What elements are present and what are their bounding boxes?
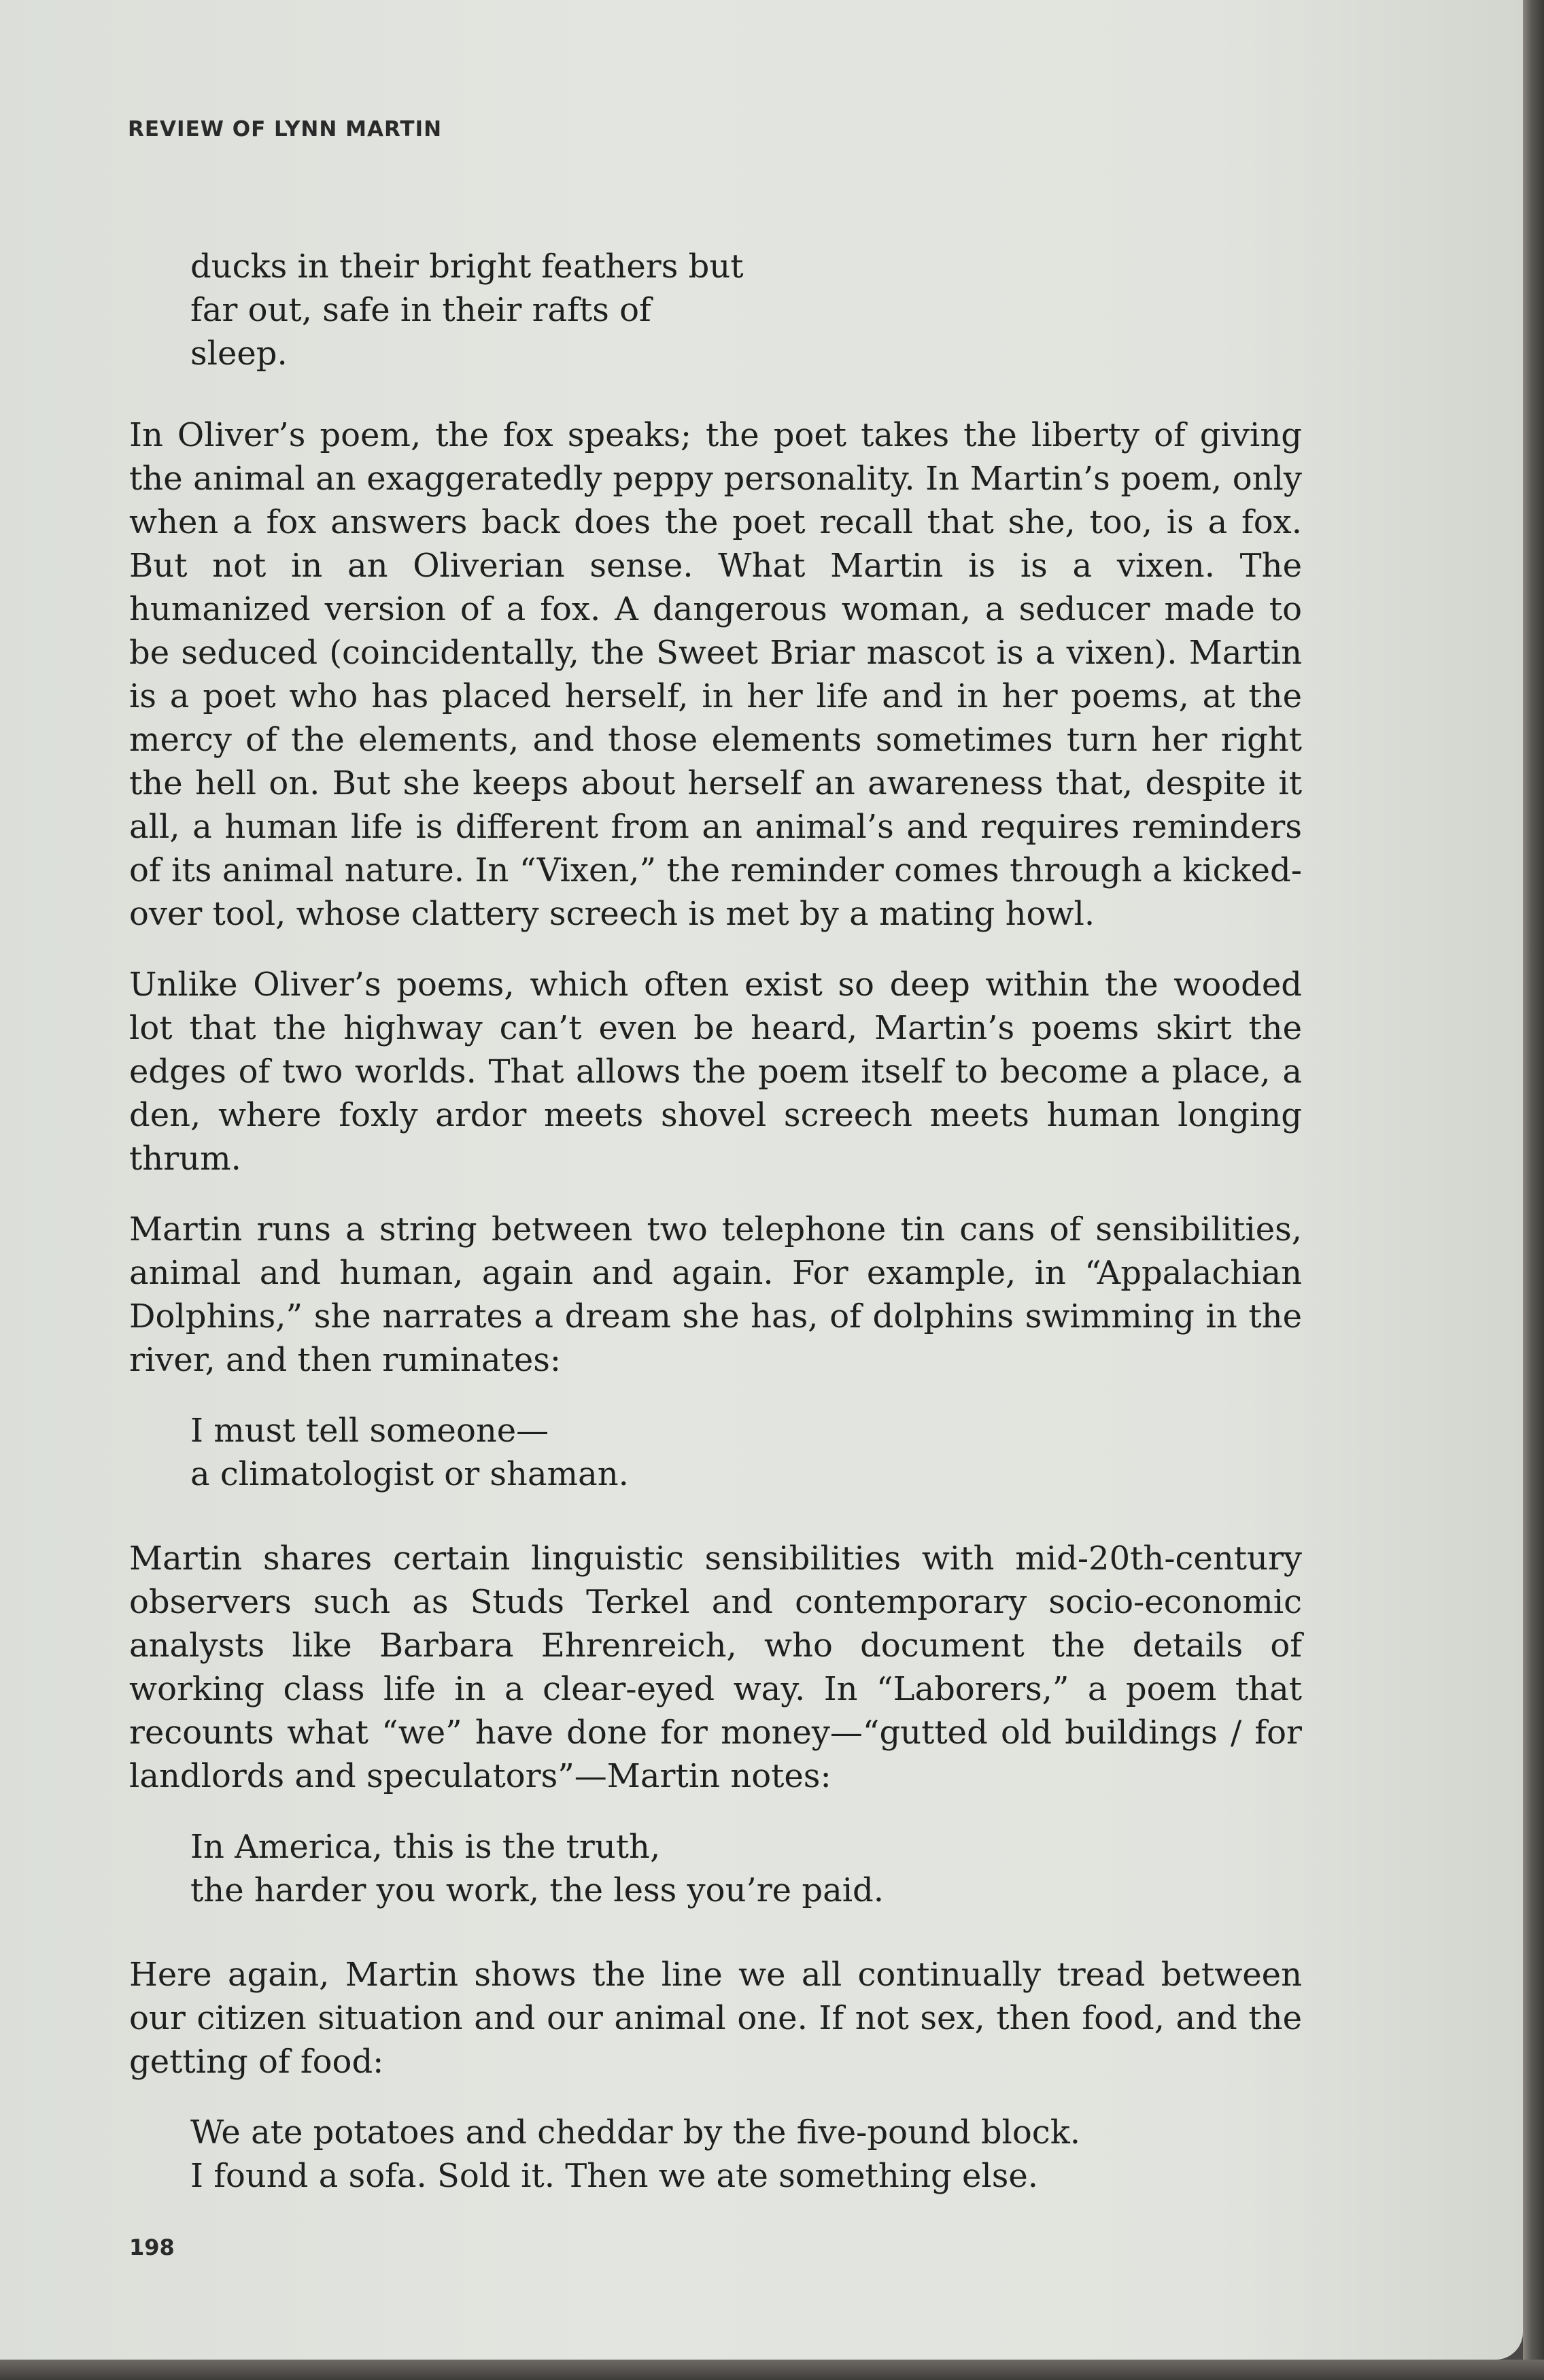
paragraph-tin-cans: Martin runs a string between two telephone tin cans of sensibilities, animal and human, again and again. For example, in “Appalachian Dolphins,” she narrates a dream she has, of dolphins swimming in the river, and then ruminates: [129,1210,1302,1379]
verse-line: We ate potatoes and cheddar by the five-pound block. [190,2113,1081,2152]
verse-quote-2 [190,1409,1302,1496]
verse-line: the harder you work, the less you’re paid. [190,1871,885,1909]
paragraph-two-worlds: Unlike Oliver’s poems, which often exist so deep within the wooded lot that the highway can’t even be heard, Martin’s poems skirt the edges of two worlds. That allows the poem itself to become a place, a den, where foxly ardor meets shovel screech meets human longing thrum. [129,966,1302,1178]
verse-line: I must tell someone— [190,1412,549,1450]
verse-line: far out, safe in their rafts of [190,291,651,329]
page-edge-shadow [1523,0,1544,2380]
verse-quote-1 [190,245,1302,375]
verse-quote-3 [190,1825,1302,1912]
paragraph-oliver-fox: In Oliver’s poem, the fox speaks; the poet takes the liberty of giving the animal an exaggeratedly peppy personality. In Martin’s poem, only when a fox answers back does the poet recall that she, too, is a fox. But not in an Oliverian sense. What Martin is is a vixen. The humanized version of a fox. A dangerous woman, a seducer made to be seduced (coincidentally, the Sweet Briar mascot is a vixen). Martin is a poet who has placed herself, in her life and in her poems, at the mercy of the elements, and those elements sometimes turn her right the hell on. But she keeps about herself an awareness that, despite it all, a human life is different from an animal’s and requires reminders of its animal nature. In “Vixen,” the reminder comes through a kicked-over tool, whose clattery screech is met by a mating howl. [129,416,1302,933]
verse-line: sleep. [190,335,288,373]
verse-line: a climatologist or shaman. [190,1455,629,1493]
verse-quote-4 [190,2111,1302,2198]
verse-line: ducks in their bright feathers but [190,248,744,286]
page-body [129,245,1302,2239]
page-bottom-shadow [0,2360,1544,2380]
verse-line: In America, this is the truth, [190,1828,661,1866]
paragraph-laborers: Martin shares certain linguistic sensibilities with mid-20th-century observers such as Studs Terkel and contemporary socio-economic analysts like Barbara Ehrenreich, who document the details of working class life in a clear-eyed way. In “Laborers,” a poem that recounts what “we” have done for money—“gutted old buildings / for landlords and speculators”—Martin notes: [129,1540,1302,1795]
verse-line: I found a sofa. Sold it. Then we ate something else. [190,2157,1039,2195]
page-number: 198 [129,2234,175,2260]
running-head: REVIEW OF LYNN MARTIN [128,117,443,141]
paragraph-citizen-animal: Here again, Martin shows the line we all continually tread between our citizen situation and our animal one. If not sex, then food, and the getting of food: [129,1956,1302,2081]
